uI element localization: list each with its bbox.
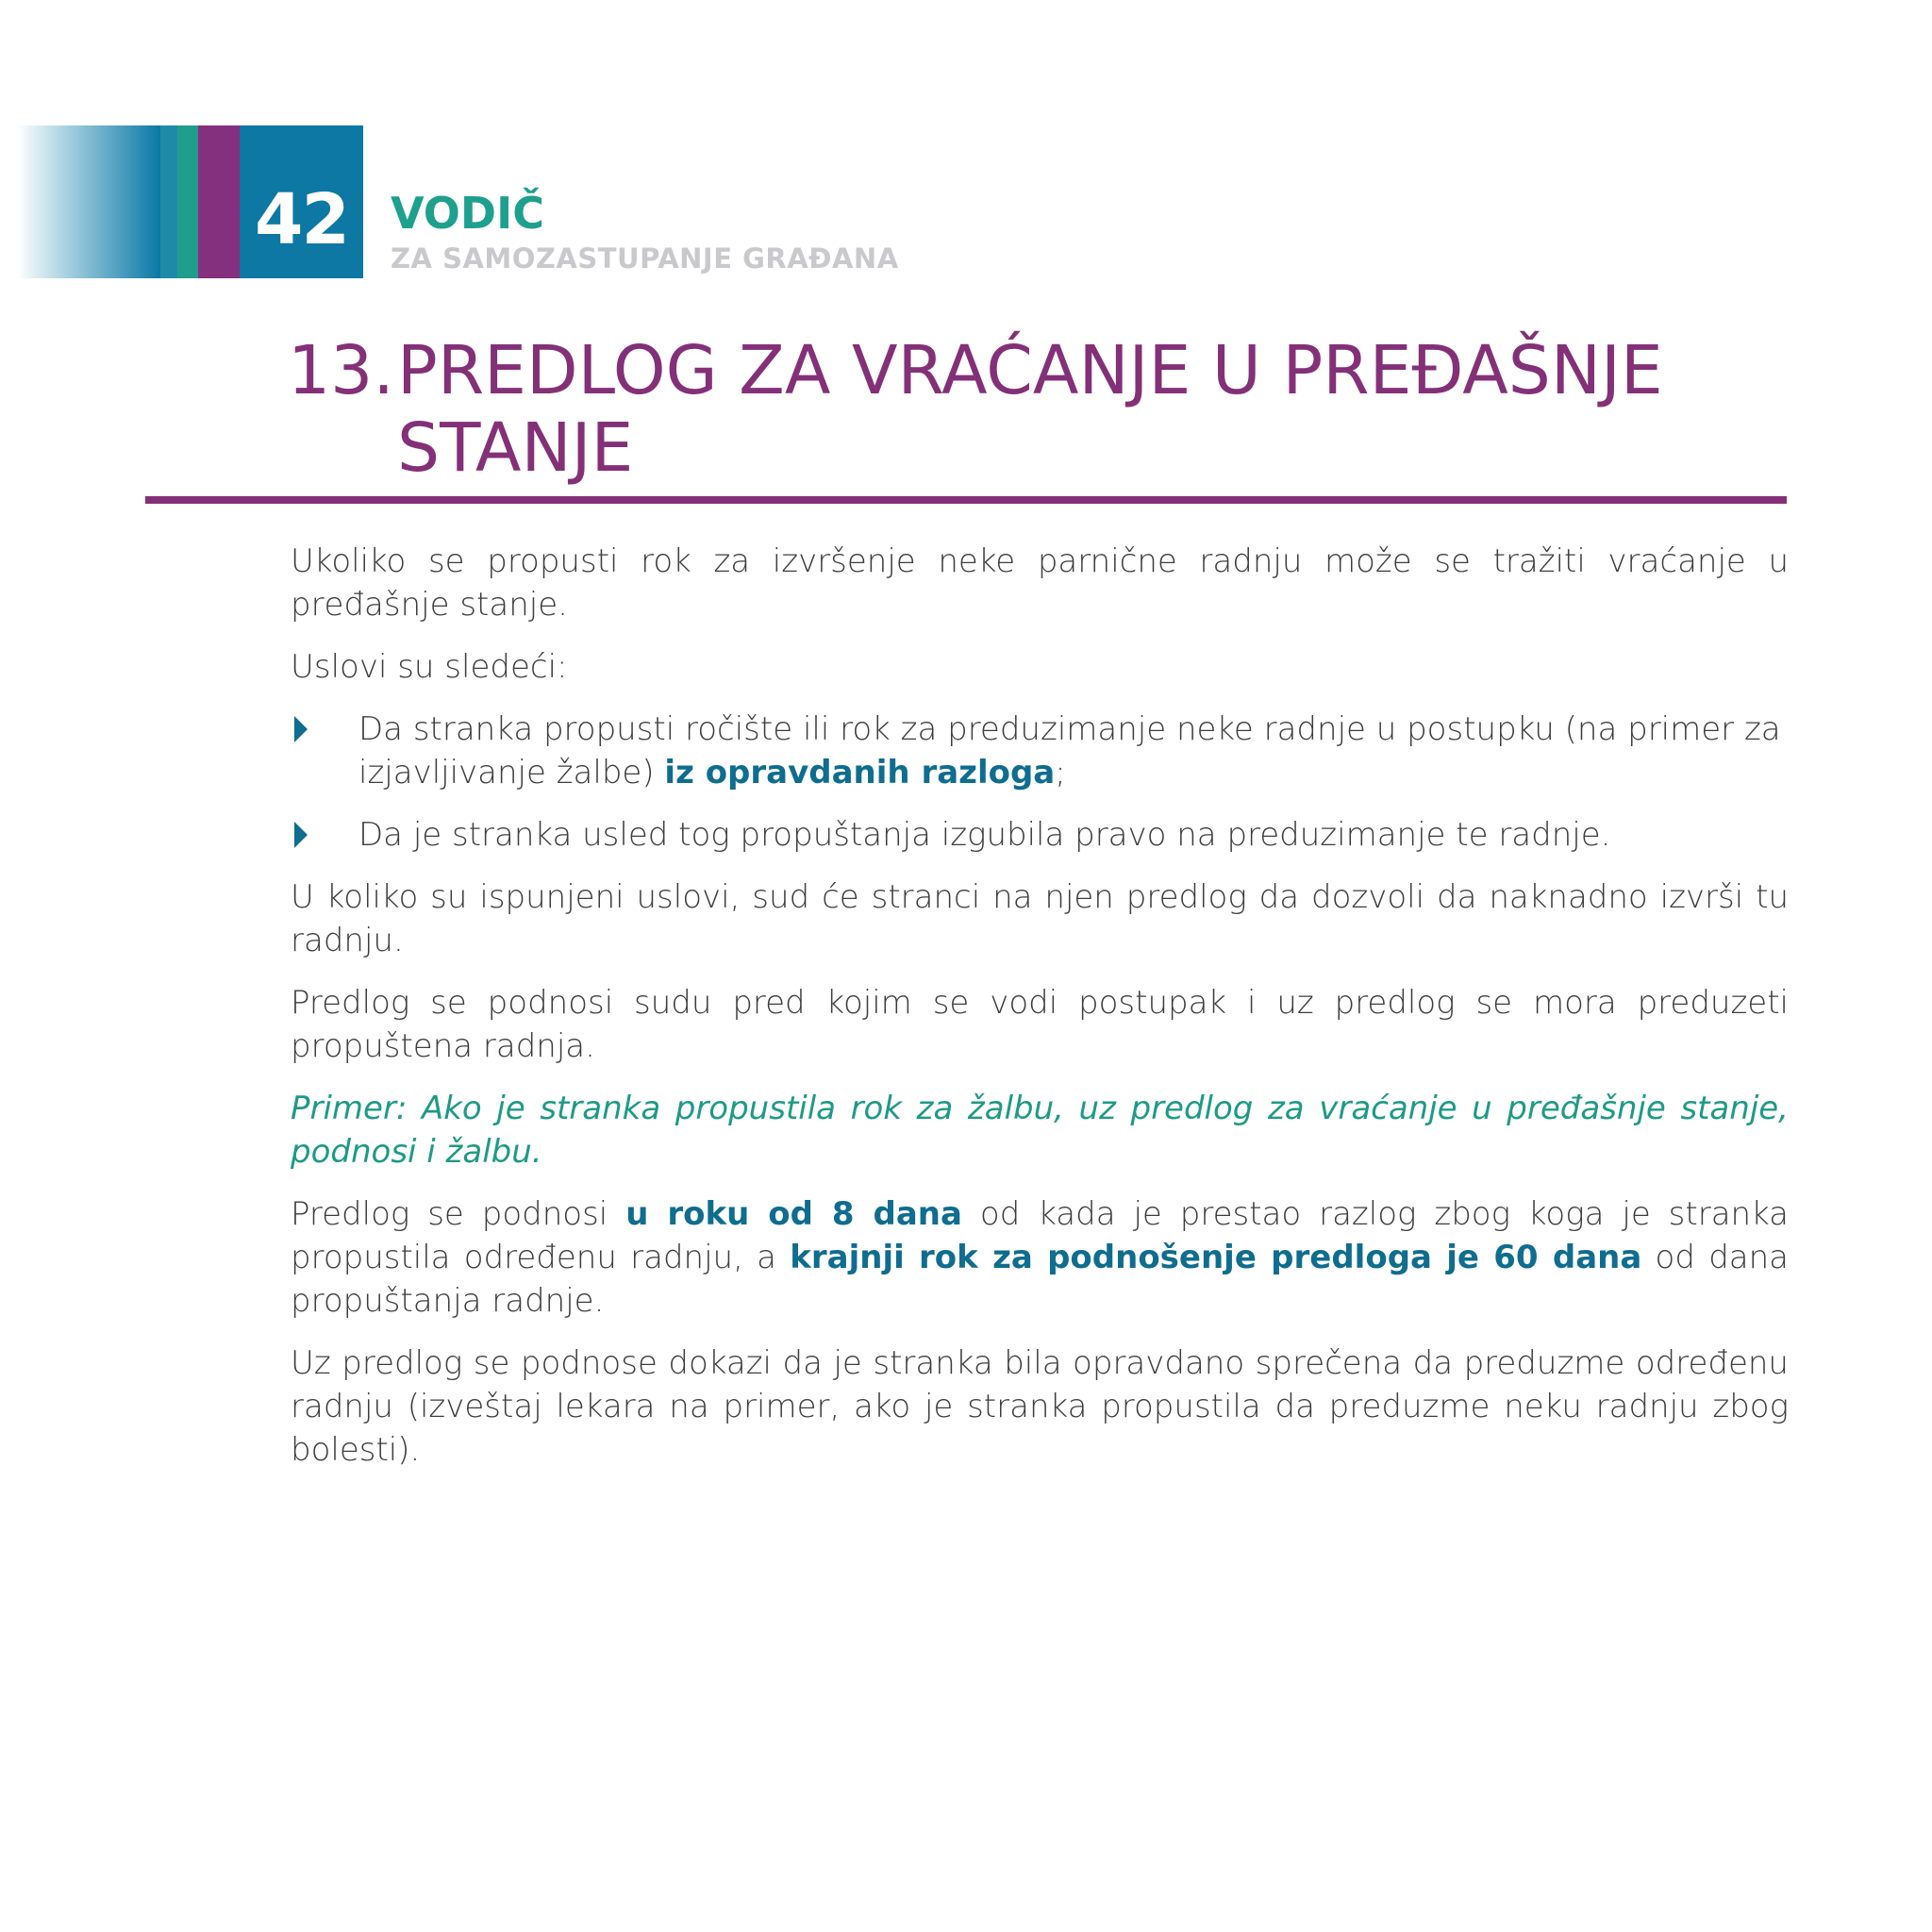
- evidence-paragraph: Uz predlog se podnose dokazi da je stranka bila opravdano sprečena da preduzme određenu radnju (izveštaj lekara na primer, ako je stranka propustila da preduzme neku radnju zbog bolesti).: [291, 1344, 1789, 1469]
- chapter-title: PREDLOG ZA VRAĆANJE U PREĐAŠNJE STANJE: [397, 331, 1663, 487]
- triangle-bullet-icon: [294, 716, 308, 742]
- intro-paragraph: Ukoliko se propusti rok za izvršenje neke parnične radnju može se tražiti vraćanje u prеđašnje stanje.: [291, 542, 1789, 624]
- deadline-highlight-2: krajnji rok za podnošenje predloga je 60 dana: [790, 1239, 1642, 1276]
- band-stripe-teal: [160, 125, 177, 278]
- conditions-list: [291, 708, 1789, 857]
- band-gradient: [17, 125, 160, 278]
- band-stripe-purple: [198, 125, 240, 278]
- chapter-number: 13.: [288, 331, 394, 409]
- heading-underline: [145, 496, 1787, 504]
- triangle-bullet-icon: [294, 822, 308, 848]
- list-item-text: Da je stranka usled tog propuštanja izgubila pravo na preduzimanje te radnje.: [358, 816, 1611, 854]
- list-item-text-end: ;: [1055, 754, 1066, 791]
- deadline-text-1: Predlog se podnosi: [291, 1195, 626, 1233]
- list-item: [291, 708, 1789, 794]
- list-item-highlight: iz opravdanih razloga: [664, 754, 1056, 791]
- list-item-text: Da stranka propusti ročište ili rok za preduzimanje neke radnje u postupku (na primer za izjavljivanje žalbe): [358, 710, 1781, 791]
- submission-paragraph: Predlog se podnosi sudu pred kojim se vodi postupak i uz predlog se mora preduzeti propuštena radnja.: [291, 984, 1789, 1065]
- list-item: [291, 813, 1789, 857]
- fulfilled-paragraph: U koliko su ispunjeni uslovi, sud će stranci na njen predlog da dozvoli da naknadno izvrši tu radnju.: [291, 878, 1789, 959]
- running-header-subtitle: ZA SAMOZASTUPANJE GRAĐANA: [391, 242, 899, 275]
- chapter-heading: [288, 332, 1797, 487]
- example-paragraph: Primer: Ako je stranka propustila rok za žalbu, uz predlog za vraćanje u prеđašnje stanje, podnosi i žalbu.: [291, 1090, 1789, 1171]
- body-text: [291, 540, 1789, 1491]
- deadline-text-2: od kada je prestao razlog zbog koga je stranka propustila određenu radnju, a: [291, 1195, 1790, 1276]
- running-header-title: VODIČ: [391, 188, 544, 239]
- conditions-label: Uslovi su sledeći:: [291, 648, 568, 686]
- deadline-paragraph: [291, 1192, 1789, 1323]
- deadline-highlight-1: u roku od 8 dana: [625, 1195, 962, 1233]
- band-stripe-green: [177, 125, 198, 278]
- page-number: 42: [255, 179, 348, 260]
- deadline-text-3: od dana propuštanja radnje.: [291, 1239, 1789, 1320]
